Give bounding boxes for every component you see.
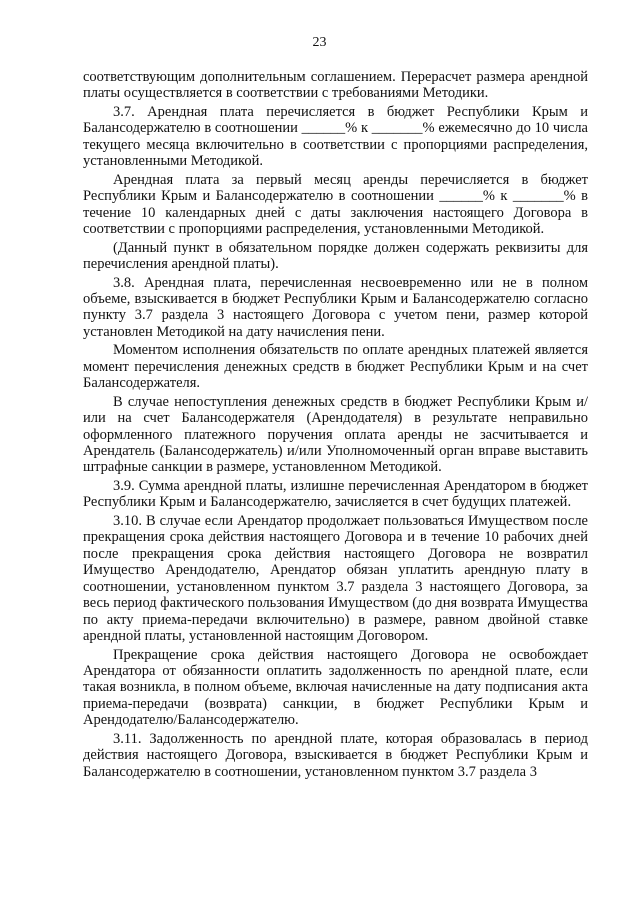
document-body: [83, 69, 588, 782]
paragraph-3-11: 3.11. Задолженность по арендной плате, которая образовалась в период действия настоящего Договора, взыскивается в бюджет Республики Крым и Балансодержателю в соотношении, установленном пунктом 3.7 раздела 3: [83, 730, 588, 780]
page-number: 23: [312, 35, 327, 50]
paragraph-termination: Прекращение срока действия настоящего Договора не освобождает Арендатора от обязанности оплатить задолженность по арендной плате, если такая возникла, в полном объеме, включая начисленные на дату подписания акта приема-передачи (возврата) санкции, в бюджет Республики Крым и Арендодателю/Балансодержателю.: [83, 646, 588, 729]
paragraph-payment-moment: Моментом исполнения обязательств по оплате арендных платежей является момент перечисления денежных средств в бюджет Республики Крым и на счет Балансодержателя.: [83, 342, 588, 392]
paragraph-requisites-note: (Данный пункт в обязательном порядке должен содержать реквизиты для перечисления арендной платы).: [83, 239, 588, 273]
paragraph-3-8: 3.8. Арендная плата, перечисленная несвоевременно или не в полном объеме, взыскивается в бюджет Республики Крым и Балансодержателю согласно пункту 3.7 раздела 3 настоящего Договора с учетом пени, размер которой установлен Методикой на дату начисления пени.: [83, 274, 588, 340]
paragraph-continuation: соответствующим дополнительным соглашением. Перерасчет размера арендной платы осуществляется в соответствии с требованиями Методики.: [83, 69, 588, 102]
paragraph-3-10: 3.10. В случае если Арендатор продолжает пользоваться Имуществом после прекращения срока действия настоящего Договора и в течение 10 рабочих дней после прекращения срока действия настоящего Договора не возвратил Имущество Арендодателю, Арендатор обязан уплатить арендную плату в соотношении, установленном пунктом 3.7 раздела 3 настоящего Договора, за весь период фактического пользования Имуществом (до дня возврата Имущества по акту приема-передачи включительно) в размере, равном двойной ставке арендной платы, установленной настоящим Договором.: [83, 513, 588, 644]
paragraph-first-month-payment: Арендная плата за первый месяц аренды перечисляется в бюджет Республики Крым и Балансодержателю в соотношении ______% к _______% в течение 10 календарных дней с даты заключения настоящего Договора в соответствии с пропорциями распределения, установленными Методикой.: [83, 171, 588, 238]
paragraph-3-7: 3.7. Арендная плата перечисляется в бюджет Республики Крым и Балансодержателю в соотношении ______% к _______% ежемесячно до 10 числа текущего месяца включительно в соответствии с пропорциями распределения, установленными Методикой.: [83, 104, 588, 170]
paragraph-3-9: 3.9. Сумма арендной платы, излишне перечисленная Арендатором в бюджет Республики Крым и Балансодержателю, зачисляется в счет будущих платежей.: [83, 478, 588, 511]
paragraph-non-receipt: В случае непоступления денежных средств в бюджет Республики Крым и/или на счет Балансодержателя (Арендодателя) в результате неправильно оформленного платежного поручения оплата аренды не засчитывается и Арендатель (Балансодержатель) и/или Уполномоченный орган вправе выставить штрафные санкции в размере, установленном Методикой.: [83, 393, 588, 476]
